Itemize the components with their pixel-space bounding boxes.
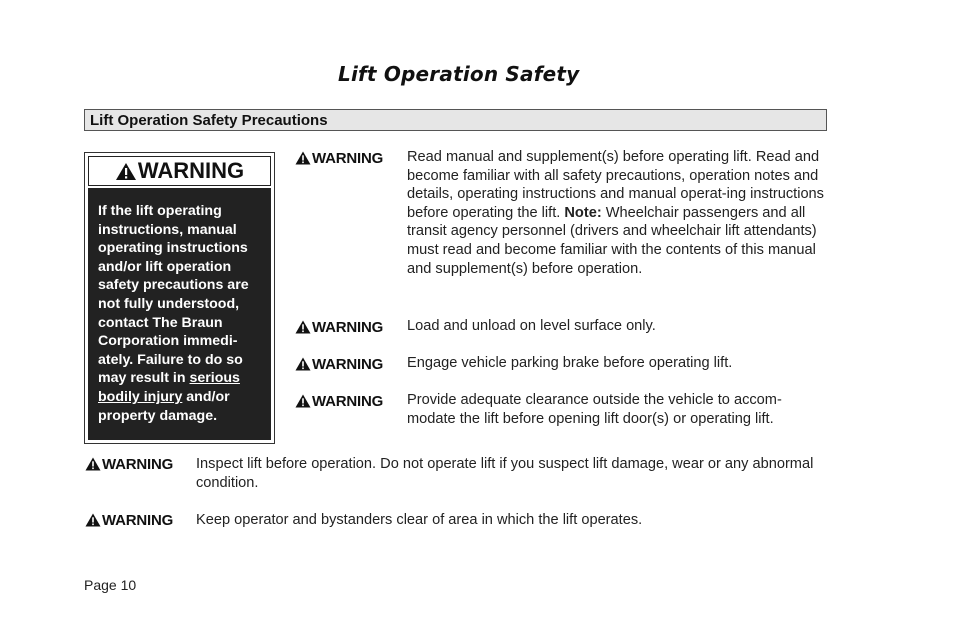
warning-label-2 <box>295 319 383 336</box>
warning-text-1b: Wheelchair passengers and all transit agency personnel (drivers and wheelchair lift attendants) must read and become familiar with the contents of this manual and supplement(s) before operation. <box>407 204 817 277</box>
note-label: Note: <box>564 204 602 221</box>
section-header-bar <box>84 109 827 131</box>
warning-callout-heading <box>88 156 271 186</box>
warning-text-6: Keep operator and bystanders clear of area in which the lift operates. <box>196 512 643 528</box>
warning-text-4: Provide adequate clearance outside the vehicle to accom-modate the lift before opening lift door(s) or operating lift. <box>407 392 782 427</box>
warning-label-text: WARNING <box>312 150 384 167</box>
warning-label-text: WARNING <box>312 356 384 373</box>
warning-triangle-icon <box>295 151 311 165</box>
warning-label-6 <box>85 512 173 529</box>
page-number: Page 10 <box>84 577 137 593</box>
warning-label-text: WARNING <box>312 393 384 410</box>
warning-triangle-icon <box>295 357 311 371</box>
warning-triangle-icon <box>85 513 101 527</box>
warning-callout-box <box>84 152 275 444</box>
warning-label-4 <box>295 393 383 410</box>
warning-text-1a: Read manual and supplement(s) before operating lift. Read and become familiar with all safety precautions, operation notes and details, operating instructions and manual operat-ing instructions before operating the lift. <box>407 149 824 221</box>
warning-label-text: WARNING <box>102 456 174 473</box>
warning-label-1 <box>295 150 383 167</box>
warning-triangle-icon <box>115 162 137 181</box>
warning-label-text: WARNING <box>102 512 174 529</box>
warning-triangle-icon <box>295 320 311 334</box>
warning-callout-underlined: serious bodily injury <box>98 370 240 405</box>
warning-text-5: Inspect lift before operation. Do not operate lift if you suspect lift damage, wear or any abnormal condition. <box>196 456 814 491</box>
warning-triangle-icon <box>85 457 101 471</box>
warning-callout-body <box>88 188 271 440</box>
page-title: Lift Operation Safety <box>338 62 580 86</box>
warning-label-text: WARNING <box>312 319 384 336</box>
warning-callout-text-1: If the lift operating instructions, manual operating instructions and/or lift operation safety precautions are not fully understood, contact The Braun Corporation immedi-ately. Failure to do so may result in <box>98 203 249 387</box>
warning-text-3: Engage vehicle parking brake before operating lift. <box>407 355 733 371</box>
warning-callout-text-2: and/or property damage. <box>98 388 230 424</box>
warning-label-5 <box>85 456 173 473</box>
section-header-label: Lift Operation Safety Precautions <box>90 112 328 129</box>
warning-text-1 <box>407 148 827 278</box>
warning-callout-heading-text: WARNING <box>137 158 245 183</box>
warning-text-2: Load and unload on level surface only. <box>407 318 656 334</box>
warning-label-3 <box>295 356 383 373</box>
warning-triangle-icon <box>295 394 311 408</box>
